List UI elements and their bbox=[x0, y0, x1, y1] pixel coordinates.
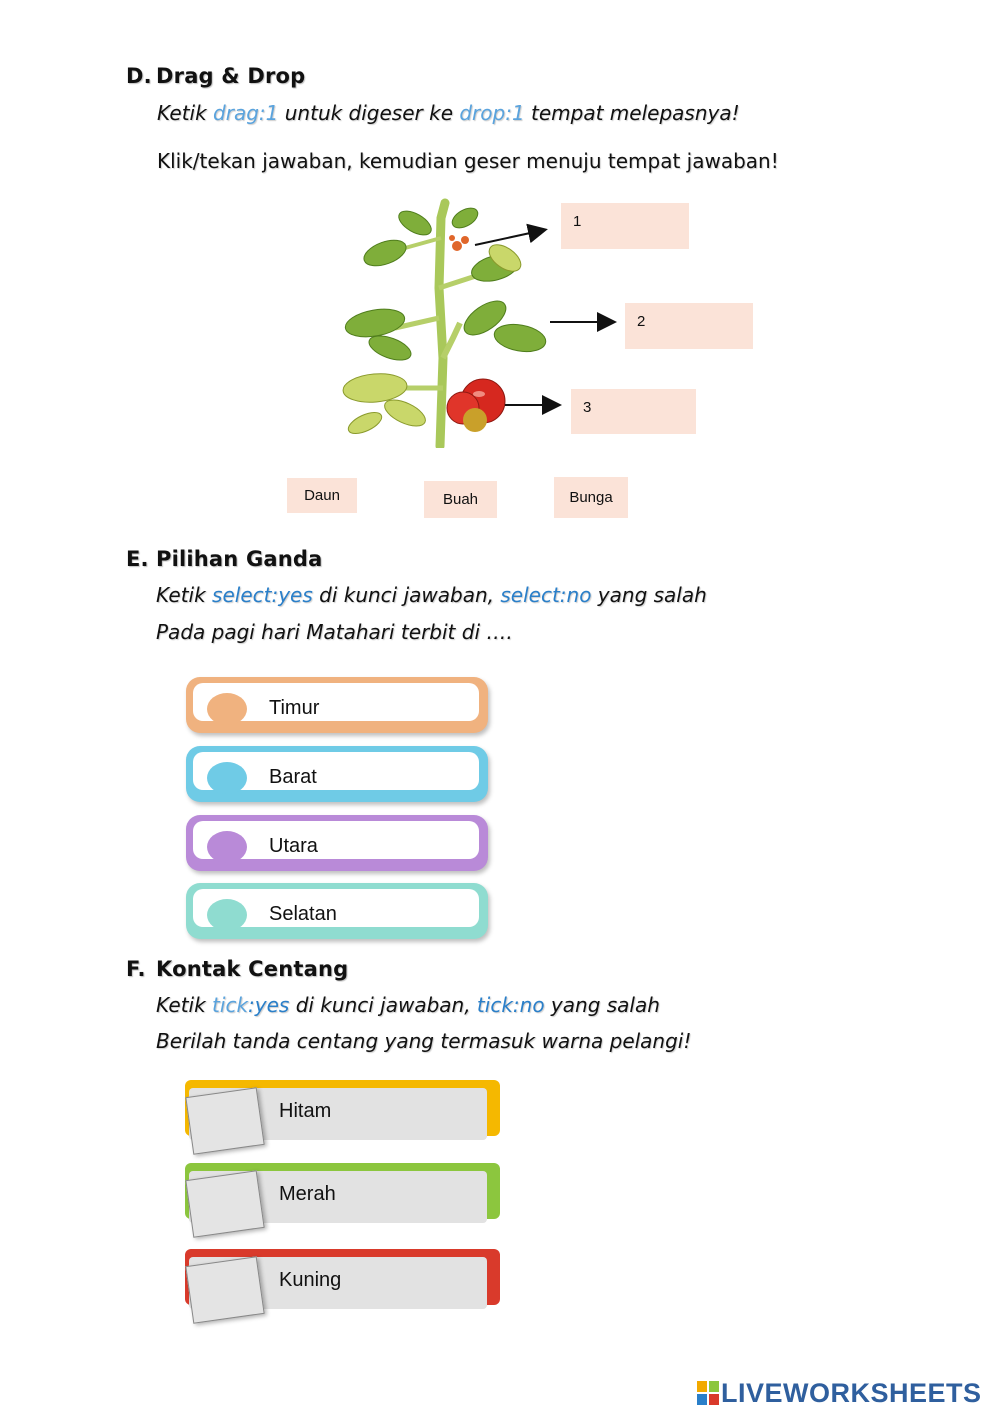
drag-item-bunga[interactable]: Bunga bbox=[554, 477, 628, 518]
instr-keyword-yes: :yes bbox=[248, 993, 290, 1017]
option-radio-dot bbox=[207, 899, 247, 931]
section-f-heading: Kontak Centang bbox=[156, 957, 349, 981]
section-f-title bbox=[126, 957, 348, 981]
option-timur[interactable] bbox=[186, 677, 488, 733]
option-inner bbox=[193, 821, 479, 859]
option-selatan[interactable] bbox=[186, 883, 488, 939]
section-e-question: Pada pagi hari Matahari terbit di …. bbox=[156, 620, 513, 644]
drop-target-1[interactable] bbox=[561, 203, 689, 249]
drop-target-3[interactable] bbox=[571, 389, 696, 434]
option-label: Timur bbox=[269, 697, 320, 719]
option-label: Utara bbox=[269, 835, 318, 857]
tick-checkbox[interactable] bbox=[185, 1170, 264, 1237]
section-f-letter: F. bbox=[126, 957, 146, 981]
instr-text: Ketik bbox=[156, 583, 213, 607]
option-inner bbox=[193, 889, 479, 927]
tick-option-kuning[interactable] bbox=[185, 1249, 500, 1311]
section-e-title bbox=[126, 547, 323, 571]
instr-keyword-select-yes: select:yes bbox=[212, 583, 313, 607]
drop-target-2[interactable] bbox=[625, 303, 753, 349]
option-inner bbox=[193, 683, 479, 721]
instr-keyword-tick-no: tick:no bbox=[476, 993, 545, 1017]
drop-target-number: 3 bbox=[583, 399, 592, 416]
instr-text: Ketik bbox=[157, 101, 214, 125]
instr-keyword-select-no: select:no bbox=[500, 583, 592, 607]
tick-label: Merah bbox=[279, 1183, 336, 1205]
instr-text: untuk digeser ke bbox=[278, 101, 460, 125]
instr-keyword-drag: drag:1 bbox=[213, 101, 279, 125]
section-d-heading: Drag & Drop bbox=[156, 64, 306, 88]
drag-item-buah[interactable]: Buah bbox=[424, 481, 497, 518]
section-d-letter: D. bbox=[126, 64, 152, 88]
option-radio-dot bbox=[207, 762, 247, 794]
tick-label: Kuning bbox=[279, 1269, 342, 1291]
drag-item-daun[interactable]: Daun bbox=[287, 478, 357, 513]
tick-label: Hitam bbox=[279, 1100, 332, 1122]
instr-text: di kunci jawaban, bbox=[312, 583, 501, 607]
logo-mark-icon bbox=[697, 1381, 719, 1405]
section-d-title bbox=[126, 64, 305, 88]
tick-checkbox[interactable] bbox=[185, 1087, 264, 1154]
option-label: Selatan bbox=[269, 903, 337, 925]
instr-text: yang salah bbox=[591, 583, 707, 607]
section-e-letter: E. bbox=[126, 547, 149, 571]
instr-text: yang salah bbox=[544, 993, 660, 1017]
drop-target-number: 1 bbox=[573, 213, 582, 230]
logo-text: LIVEWORKSHEETS bbox=[721, 1378, 982, 1408]
option-radio-dot bbox=[207, 693, 247, 725]
instr-text: di kunci jawaban, bbox=[289, 993, 477, 1017]
tick-option-merah[interactable] bbox=[185, 1163, 500, 1225]
option-label: Barat bbox=[269, 766, 317, 788]
section-e-instruction bbox=[156, 583, 707, 607]
option-radio-dot bbox=[207, 831, 247, 863]
instr-text: Ketik bbox=[156, 993, 213, 1017]
tick-checkbox[interactable] bbox=[185, 1256, 264, 1323]
drop-target-number: 2 bbox=[637, 313, 646, 330]
instr-keyword-tick: tick bbox=[212, 993, 249, 1017]
option-barat[interactable] bbox=[186, 746, 488, 802]
instr-text: tempat melepasnya! bbox=[524, 101, 740, 125]
instr-keyword-drop: drop:1 bbox=[459, 101, 525, 125]
section-e-heading: Pilihan Ganda bbox=[156, 547, 323, 571]
section-f-instruction bbox=[156, 993, 660, 1017]
tick-option-hitam[interactable] bbox=[185, 1080, 500, 1142]
section-f-question: Berilah tanda centang yang termasuk warna pelangi! bbox=[156, 1029, 692, 1053]
option-inner bbox=[193, 752, 479, 790]
section-d-instruction bbox=[157, 101, 740, 125]
section-d-instruction-2: Klik/tekan jawaban, kemudian geser menuju tempat jawaban! bbox=[157, 149, 779, 173]
option-utara[interactable] bbox=[186, 815, 488, 871]
